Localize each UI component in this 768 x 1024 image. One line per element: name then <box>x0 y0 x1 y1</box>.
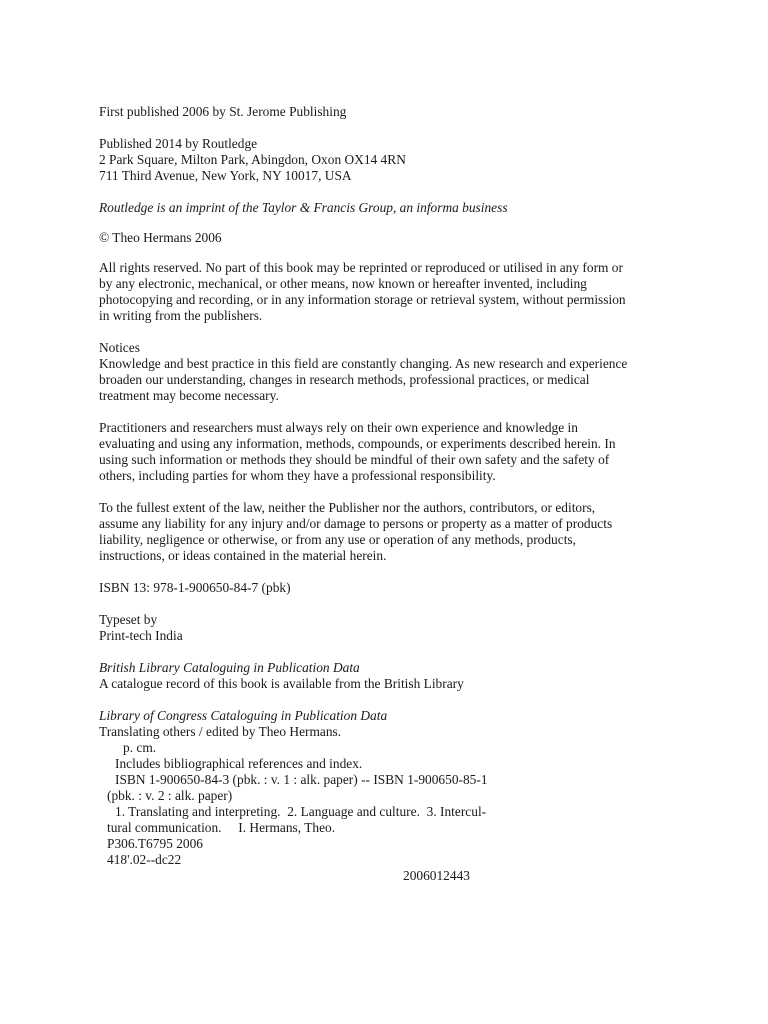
typesetter-name: Print-tech India <box>99 628 183 643</box>
notice-line: evaluating and using any information, methods, compounds, or experiments described herein. In <box>99 436 616 451</box>
published-line: Published 2014 by Routledge <box>99 136 258 151</box>
loc-subjects-line: 1. Translating and interpreting. 2. Language and culture. 3. Intercul- <box>115 804 487 819</box>
loc-cip-heading: Library of Congress Cataloguing in Publication Data <box>99 708 388 723</box>
loc-dewey: 418'.02--dc22 <box>107 852 182 867</box>
bl-cip-heading: British Library Cataloguing in Publication Data <box>99 660 360 675</box>
loc-includes: Includes bibliographical references and index. <box>115 756 363 771</box>
notice-liability <box>99 500 699 564</box>
library-of-congress-cip <box>99 708 699 884</box>
notice-line: To the fullest extent of the law, neither the Publisher nor the authors, contributors, or editors, <box>99 500 596 515</box>
british-library-cip <box>99 660 699 692</box>
copyright-page <box>99 104 699 884</box>
first-published: First published 2006 by St. Jerome Publishing <box>99 104 347 119</box>
loc-subjects-line: tural communication. I. Hermans, Theo. <box>107 820 336 835</box>
loc-call-number: P306.T6795 2006 <box>107 836 203 851</box>
loc-isbn-line: (pbk. : v. 2 : alk. paper) <box>107 788 233 803</box>
notice-line: liability, negligence or otherwise, or from any use or operation of any methods, products, <box>99 532 576 547</box>
notice-line: using such information or methods they should be mindful of their own safety and the safety of <box>99 452 610 467</box>
address-us: 711 Third Avenue, New York, NY 10017, USA <box>99 168 352 183</box>
typeset-label: Typeset by <box>99 612 158 627</box>
address-uk: 2 Park Square, Milton Park, Abingdon, Oxon OX14 4RN <box>99 152 406 167</box>
notice-practitioners <box>99 420 699 484</box>
isbn-13: ISBN 13: 978-1-900650-84-7 (pbk) <box>99 580 291 595</box>
notice-line: treatment may become necessary. <box>99 388 279 403</box>
rights-line: photocopying and recording, or in any information storage or retrieval system, without permission <box>99 292 626 307</box>
loc-control-number: 2006012443 <box>403 868 470 883</box>
publisher-address <box>99 136 699 184</box>
copyright-notice: © Theo Hermans 2006 <box>99 230 222 245</box>
loc-pcm: p. cm. <box>123 740 157 755</box>
notice-line: Knowledge and best practice in this field are constantly changing. As new research and experience <box>99 356 628 371</box>
notice-line: broaden our understanding, changes in research methods, professional practices, or medical <box>99 372 590 387</box>
notices-heading: Notices <box>99 340 140 355</box>
notice-line: assume any liability for any injury and/or damage to persons or property as a matter of products <box>99 516 613 531</box>
imprint-statement: Routledge is an imprint of the Taylor & Francis Group, an informa business <box>99 200 508 215</box>
notice-line: instructions, or ideas contained in the material herein. <box>99 548 387 563</box>
rights-line: All rights reserved. No part of this book may be reprinted or reproduced or utilised in any form or <box>99 260 623 275</box>
rights-line: in writing from the publishers. <box>99 308 263 323</box>
notices-section <box>99 340 699 404</box>
loc-isbn-line: ISBN 1-900650-84-3 (pbk. : v. 1 : alk. paper) -- ISBN 1-900650-85-1 <box>115 772 488 787</box>
notice-line: Practitioners and researchers must always rely on their own experience and knowledge in <box>99 420 578 435</box>
loc-title: Translating others / edited by Theo Hermans. <box>99 724 342 739</box>
notice-line: others, including parties for whom they have a professional responsibility. <box>99 468 496 483</box>
rights-statement <box>99 260 699 324</box>
typeset-credit <box>99 612 699 644</box>
rights-line: by any electronic, mechanical, or other means, now known or hereafter invented, including <box>99 276 587 291</box>
bl-cip-text: A catalogue record of this book is available from the British Library <box>99 676 464 691</box>
